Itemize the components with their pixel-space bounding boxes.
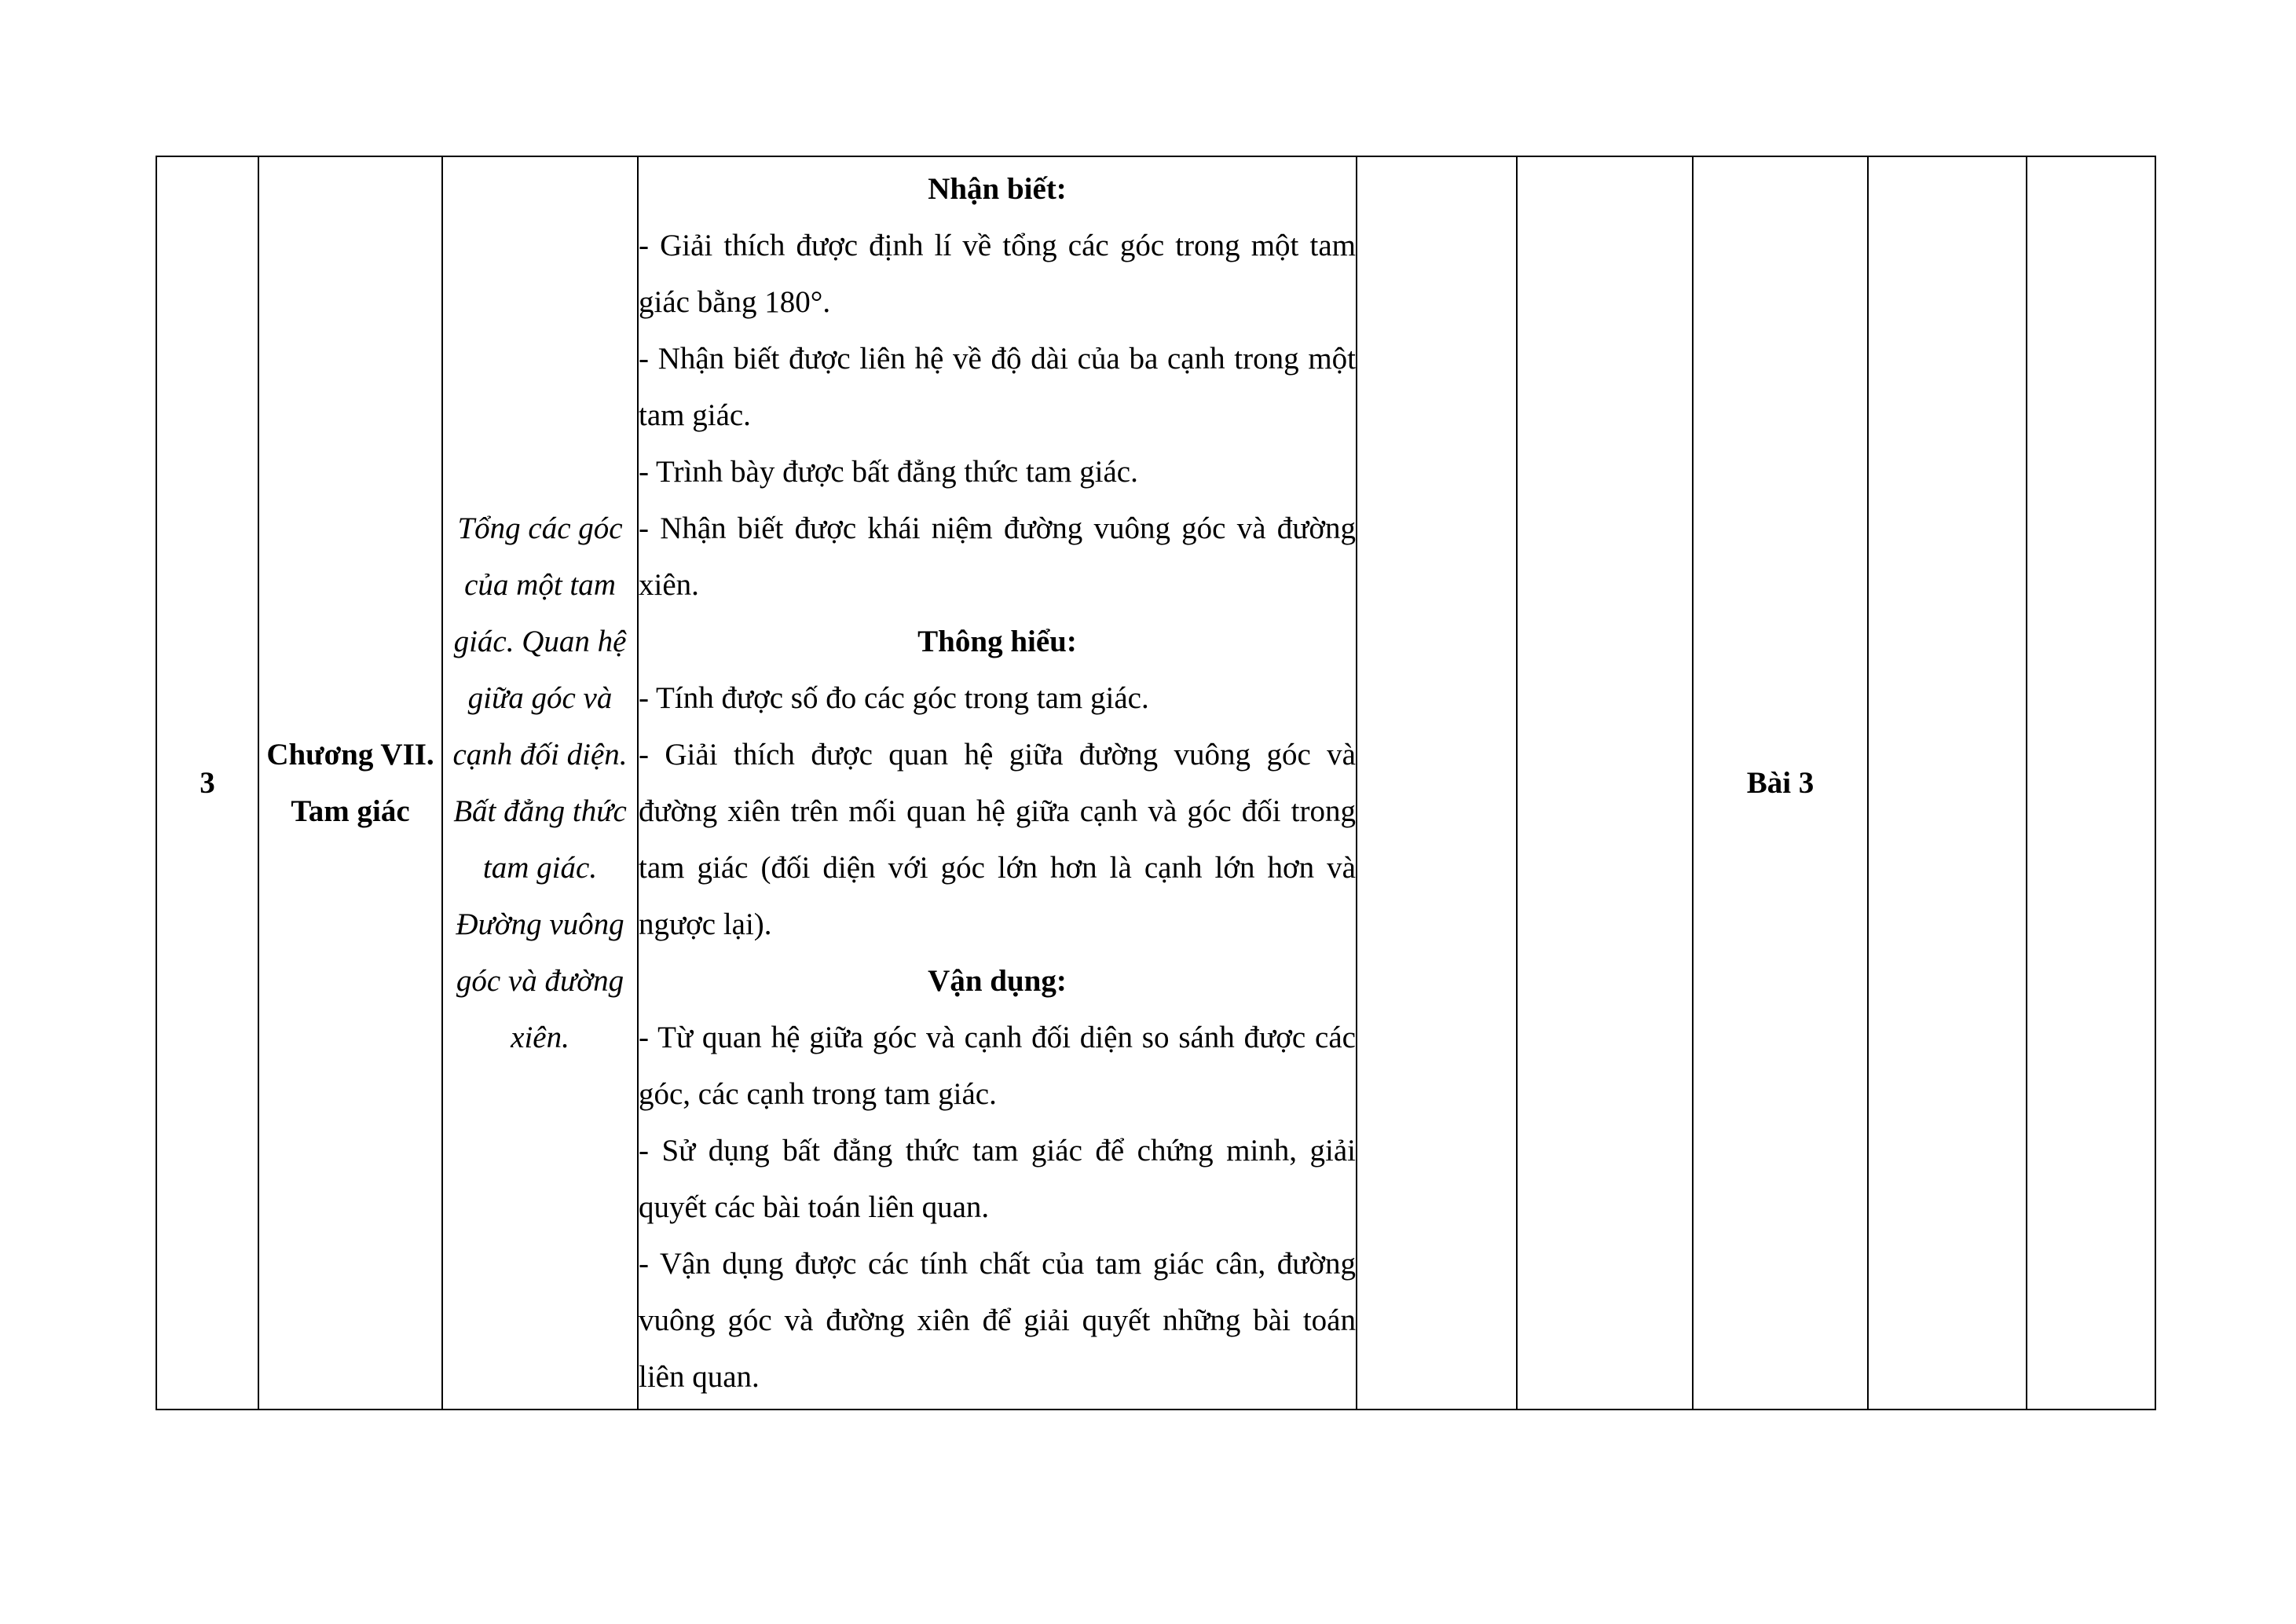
chapter-cell: Chương VII. Tam giác [258,156,442,1410]
level-cell-4 [1868,156,2027,1410]
requirement-item: - Tính được số đo các góc trong tam giác. [639,680,1149,715]
assessment-matrix-table [156,156,2156,1410]
requirement-item: - Nhận biết được khái niệm đường vuông góc và đường xiên. [639,511,1356,602]
requirement-item: - Vận dụng được các tính chất của tam giác cân, đường vuông góc và đường xiên để giải quyết những bài toán liên quan. [639,1246,1356,1394]
apply-heading: Vận dụng: [928,963,1067,998]
requirement-item: - Trình bày được bất đẳng thức tam giác. [639,454,1138,489]
row-number-cell: 3 [156,156,258,1410]
requirement-item: - Từ quan hệ giữa góc và cạnh đối diện so sánh được các góc, các cạnh trong tam giác. [639,1020,1356,1111]
requirement-item: - Giải thích được quan hệ giữa đường vuông góc và đường xiên trên mối quan hệ giữa cạnh và góc đối trong tam giác (đối diện với góc lớn hơn là cạnh lớn hơn và ngược lại). [639,737,1356,941]
requirement-item: - Sử dụng bất đẳng thức tam giác để chứng minh, giải quyết các bài toán liên quan. [639,1133,1356,1224]
recognize-heading: Nhận biết: [928,171,1067,206]
level-cell-2 [1517,156,1693,1410]
requirement-item: - Giải thích được định lí về tổng các góc trong một tam giác bằng 180°. [639,228,1356,319]
understand-heading: Thông hiểu: [917,624,1077,658]
requirements-cell [638,156,1357,1410]
table-row [156,156,2155,1410]
requirement-item: - Nhận biết được liên hệ về độ dài của ba cạnh trong một tam giác. [639,341,1356,432]
level-cell-1 [1357,156,1517,1410]
level-cell-5 [2027,156,2155,1410]
topic-cell: Tổng các góc của một tam giác. Quan hệ giữa góc và cạnh đối diện. Bất đẳng thức tam giác. Đường vuông góc và đường xiên. [442,156,638,1410]
level-cell-3: Bài 3 [1693,156,1868,1410]
